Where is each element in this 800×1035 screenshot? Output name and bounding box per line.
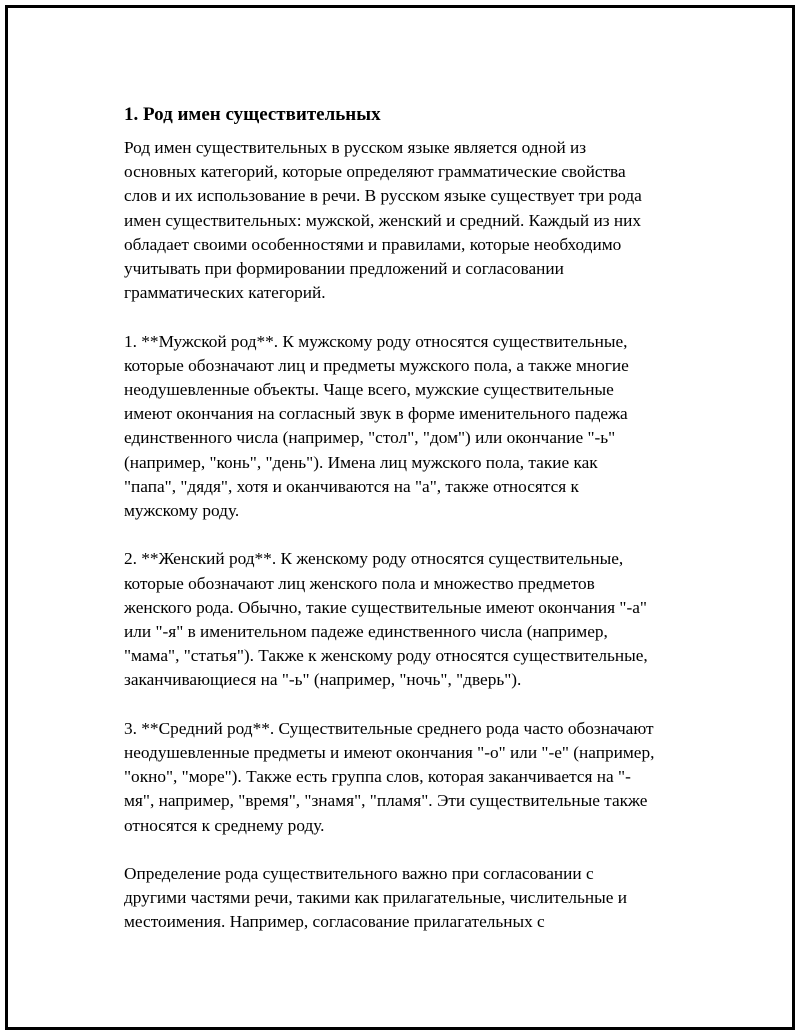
conclusion-paragraph — [124, 862, 714, 935]
text-line: учитывать при формировании предложений и согласовании — [124, 259, 564, 279]
text-line: заканчивающиеся на "-ь" (например, "ночь", "дверь"). — [124, 670, 522, 690]
text-line: "окно", "море"). Также есть группа слов, которая заканчивается на "- — [124, 767, 631, 787]
document-body — [124, 102, 714, 935]
text-line: 1. **Мужской род**. К мужскому роду относятся существительные, — [124, 331, 628, 351]
neuter-paragraph — [124, 717, 714, 838]
text-line: Род имен существительных в русском языке является одной из — [124, 138, 587, 157]
text-line: или "-я" в именительном падеже единственного числа (например, — [124, 622, 608, 642]
text-line: мужскому роду. — [124, 501, 240, 521]
masculine-paragraph — [124, 330, 714, 524]
text-line: обладает своими особенностями и правилами, которые необходимо — [124, 234, 622, 254]
text-line: грамматических категорий. — [124, 283, 326, 303]
text-line: которые обозначают лиц женского пола и множество предметов — [124, 573, 595, 593]
text-line: основных категорий, которые определяют грамматические свойства — [124, 162, 626, 182]
text-line: (например, "конь", "день"). Имена лиц мужского пола, такие как — [124, 452, 598, 472]
text-line: "папа", "дядя", хотя и оканчиваются на "а", также относятся к — [124, 476, 579, 496]
text-line: 3. **Средний род**. Существительные среднего рода часто обозначают — [124, 718, 654, 738]
intro-paragraph — [124, 136, 714, 305]
text-line: мя", например, "время", "знамя", "пламя". Эти существительные также — [124, 791, 648, 811]
text-line: относятся к среднему роду. — [124, 815, 325, 835]
feminine-paragraph — [124, 547, 714, 692]
text-line: Определение рода существительного важно при согласовании с — [124, 864, 594, 884]
text-line: неодушевленные объекты. Чаще всего, мужские существительные — [124, 380, 614, 400]
text-line: "мама", "статья"). Также к женскому роду относятся существительные, — [124, 646, 648, 666]
text-line: слов и их использование в речи. В русском языке существует три рода — [124, 186, 642, 206]
text-line: имен существительных: мужской, женский и средний. Каждый из них — [124, 210, 642, 230]
text-line: местоимения. Например, согласование прилагательных с — [124, 912, 545, 932]
text-line: другими частями речи, такими как прилагательные, числительные и — [124, 888, 628, 908]
text-line: неодушевленные предметы и имеют окончания "-о" или "-е" (например, — [124, 743, 655, 763]
text-line: женского рода. Обычно, такие существительные имеют окончания "-а" — [124, 597, 647, 617]
text-line: единственного числа (например, "стол", "дом") или окончание "-ь" — [124, 428, 616, 448]
text-line: имеют окончания на согласный звук в форме именительного падежа — [124, 404, 628, 424]
page-frame — [5, 5, 795, 1030]
text-line: 2. **Женский род**. К женскому роду относятся существительные, — [124, 549, 624, 569]
document-title: 1. Род имен существительных — [124, 104, 381, 125]
text-line: которые обозначают лиц и предметы мужского пола, а также многие — [124, 355, 629, 375]
